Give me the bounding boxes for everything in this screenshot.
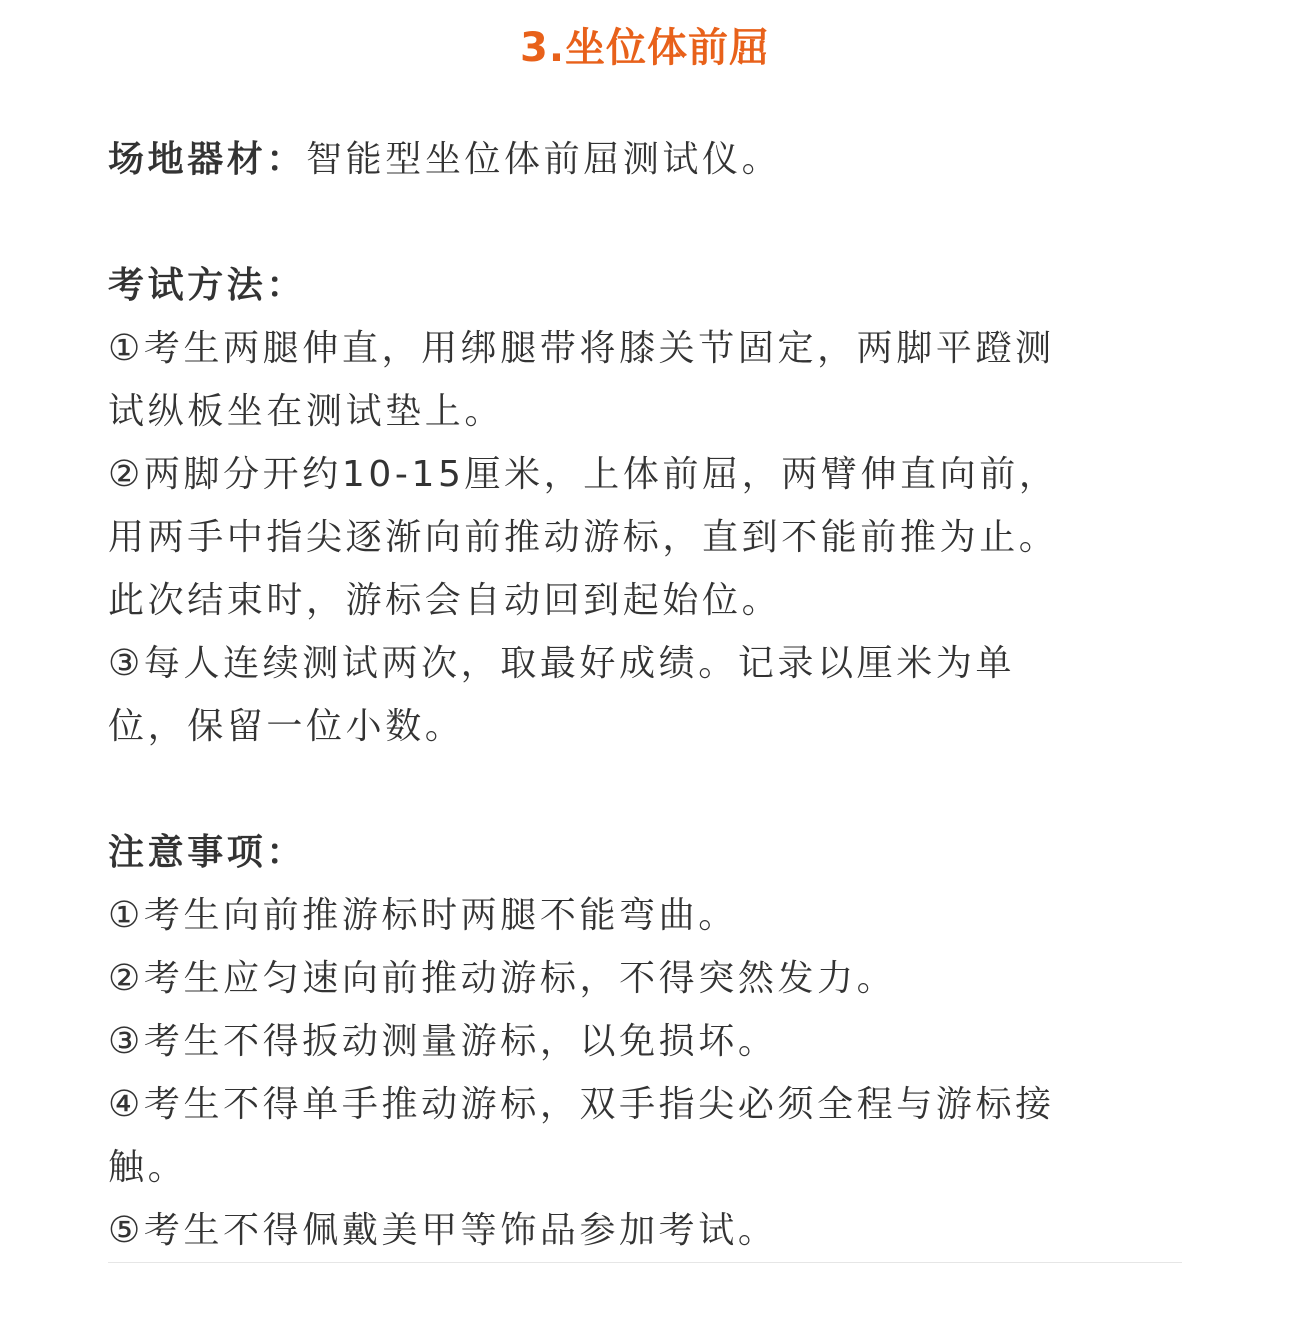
paragraph-spacer — [108, 758, 1188, 821]
method-line: 用两手中指尖逐渐向前推动游标，直到不能前推为止。 — [108, 517, 1059, 558]
method-line: ②两脚分开约10-15厘米，上体前屈，两臂伸直向前， — [108, 454, 1059, 495]
method-line: 试纵板坐在测试垫上。 — [108, 391, 505, 432]
notes-heading: 注意事项： — [108, 832, 307, 873]
method-line: 此次结束时，游标会自动回到起始位。 — [108, 580, 782, 621]
method-line: ③每人连续测试两次，取最好成绩。记录以厘米为单 — [108, 643, 1016, 684]
method-line: 位，保留一位小数。 — [108, 706, 465, 747]
bottom-divider — [108, 1262, 1182, 1263]
notes-line: 触。 — [108, 1147, 188, 1188]
equipment-line — [108, 128, 1188, 191]
equipment-label: 场地器材： — [108, 139, 307, 180]
notes-line: ⑤考生不得佩戴美甲等饰品参加考试。 — [108, 1210, 778, 1251]
equipment-value: 智能型坐位体前屈测试仪。 — [306, 139, 782, 180]
notes-line: ②考生应匀速向前推动游标，不得突然发力。 — [108, 958, 897, 999]
notes-line: ①考生向前推游标时两腿不能弯曲。 — [108, 895, 738, 936]
method-heading: 考试方法： — [108, 265, 307, 306]
method-line: ①考生两腿伸直，用绑腿带将膝关节固定，两脚平蹬测 — [108, 328, 1055, 369]
content-body — [108, 128, 1188, 1262]
notes-line: ③考生不得扳动测量游标，以免损坏。 — [108, 1021, 778, 1062]
notes-line: ④考生不得单手推动游标，双手指尖必须全程与游标接 — [108, 1084, 1055, 1125]
paragraph-spacer — [108, 191, 1188, 254]
section-title: 3.坐位体前屈 — [519, 25, 771, 71]
